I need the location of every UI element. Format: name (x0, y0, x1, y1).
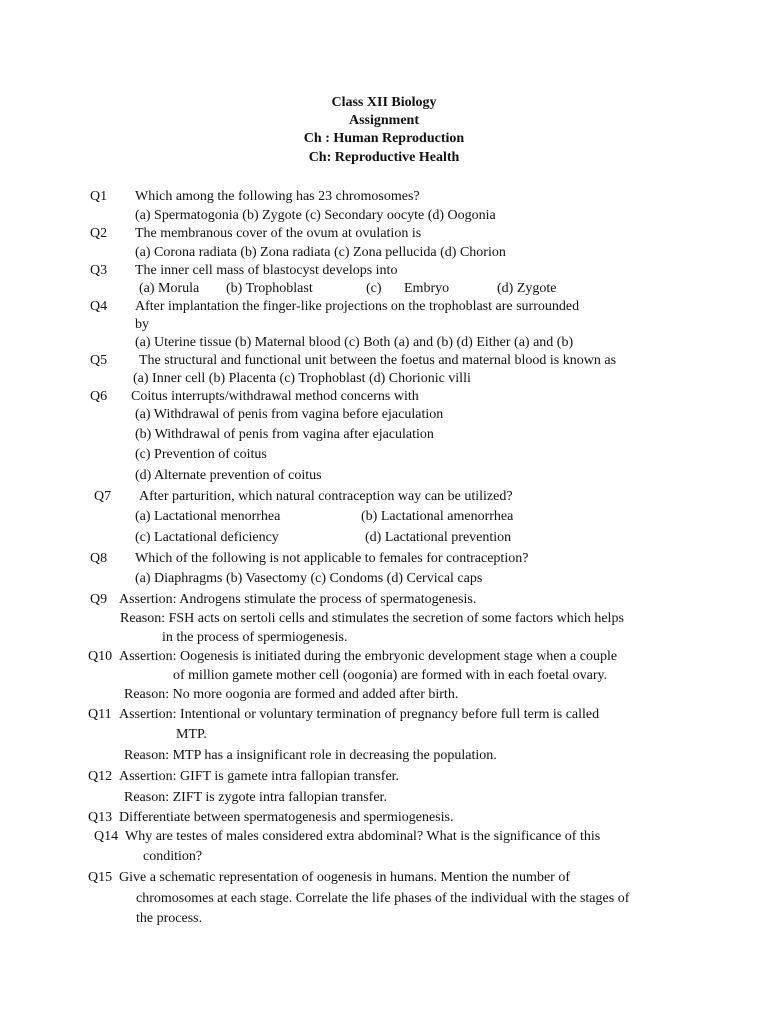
question-options: (a) Inner cell (b) Placenta (c) Trophoblast (d) Chorionic villi (133, 371, 471, 386)
option-a: (a) Withdrawal of penis from vagina before ejaculation (135, 407, 444, 422)
question-number: Q6 (90, 389, 108, 404)
question-number: Q2 (90, 226, 108, 241)
question-number: Q10 (88, 649, 113, 664)
question-text: Why are testes of males considered extra abdominal? What is the significance of this (125, 829, 601, 844)
option-a: (a) Lactational menorrhea (135, 509, 281, 524)
assertion-text-continued: of million gamete mother cell (oogonia) are formed with in each foetal ovary. (173, 668, 608, 683)
question-number: Q1 (90, 189, 108, 204)
assertion-text-continued: MTP. (176, 727, 207, 742)
question-text: The inner cell mass of blastocyst develops into (135, 263, 398, 278)
question-options: (a) Spermatogonia (b) Zygote (c) Secondary oocyte (d) Oogonia (135, 208, 496, 223)
reason-text-continued: in the process of spermiogenesis. (162, 630, 348, 645)
question-text: After implantation the finger-like projections on the trophoblast are surrounded (135, 299, 580, 314)
heading-class: Class XII Biology (331, 95, 437, 110)
heading-assignment: Assignment (348, 113, 419, 128)
question-text: Which of the following is not applicable to females for contraception? (135, 551, 529, 566)
option-d: (d) Alternate prevention of coitus (135, 468, 322, 483)
question-number: Q15 (88, 870, 113, 885)
option-a: (a) Morula (139, 281, 200, 296)
option-c: (c) Lactational deficiency (135, 530, 279, 545)
question-text-continued: the process. (136, 911, 203, 926)
question-options: (a) Diaphragms (b) Vasectomy (c) Condoms (d) Cervical caps (135, 571, 483, 586)
question-text-continued: condition? (143, 849, 203, 864)
option-b: (b) Withdrawal of penis from vagina after ejaculation (135, 427, 434, 442)
option-d: (d) Lactational prevention (365, 530, 512, 545)
question-number: Q7 (94, 489, 112, 504)
question-text: The membranous cover of the ovum at ovulation is (135, 226, 422, 241)
question-number: Q8 (90, 551, 108, 566)
option-c-text: Embryo (404, 281, 450, 296)
question-options: (a) Uterine tissue (b) Maternal blood (c) Both (a) and (b) (d) Either (a) and (b) (135, 335, 574, 350)
question-number: Q9 (90, 592, 108, 607)
question-number: Q5 (90, 353, 108, 368)
question-text: After parturition, which natural contraception way can be utilized? (139, 489, 513, 504)
question-text: Which among the following has 23 chromosomes? (135, 189, 420, 204)
question-options: (a) Corona radiata (b) Zona radiata (c) Zona pellucida (d) Chorion (135, 245, 506, 260)
option-b: (b) Trophoblast (226, 281, 313, 296)
reason-text: Reason: MTP has a insignificant role in decreasing the population. (124, 748, 497, 763)
assertion-text: Assertion: Intentional or voluntary termination of pregnancy before full term is called (119, 707, 600, 722)
option-d: (d) Zygote (497, 281, 557, 296)
reason-text: Reason: FSH acts on sertoli cells and stimulates the secretion of some factors which helps (120, 611, 624, 626)
question-text: The structural and functional unit between the foetus and maternal blood is known as (139, 353, 617, 368)
question-text-continued: by (135, 317, 149, 332)
assertion-text: Assertion: Androgens stimulate the process of spermatogenesis. (119, 592, 477, 607)
question-text: Coitus interrupts/withdrawal method concerns with (131, 389, 419, 404)
assertion-text: Assertion: Oogenesis is initiated during the embryonic development stage when a couple (119, 649, 618, 664)
question-number: Q4 (90, 299, 108, 314)
question-number: Q14 (94, 829, 119, 844)
question-text: Differentiate between spermatogenesis and spermiogenesis. (119, 810, 454, 825)
reason-text: Reason: No more oogonia are formed and added after birth. (124, 687, 459, 702)
question-number: Q3 (90, 263, 108, 278)
question-text-continued: chromosomes at each stage. Correlate the life phases of the individual with the stages of (136, 891, 630, 906)
option-b: (b) Lactational amenorrhea (361, 509, 514, 524)
heading-chapter-2: Ch: Reproductive Health (308, 150, 460, 165)
option-c: (c) (366, 281, 382, 296)
heading-chapter-1: Ch : Human Reproduction (303, 131, 465, 146)
option-c: (c) Prevention of coitus (135, 447, 267, 462)
question-text: Give a schematic representation of oogenesis in humans. Mention the number of (119, 870, 570, 885)
assertion-text: Assertion: GIFT is gamete intra fallopian transfer. (119, 769, 400, 784)
question-number: Q13 (88, 810, 113, 825)
question-number: Q11 (88, 707, 112, 722)
reason-text: Reason: ZIFT is zygote intra fallopian transfer. (124, 790, 387, 805)
question-number: Q12 (88, 769, 113, 784)
